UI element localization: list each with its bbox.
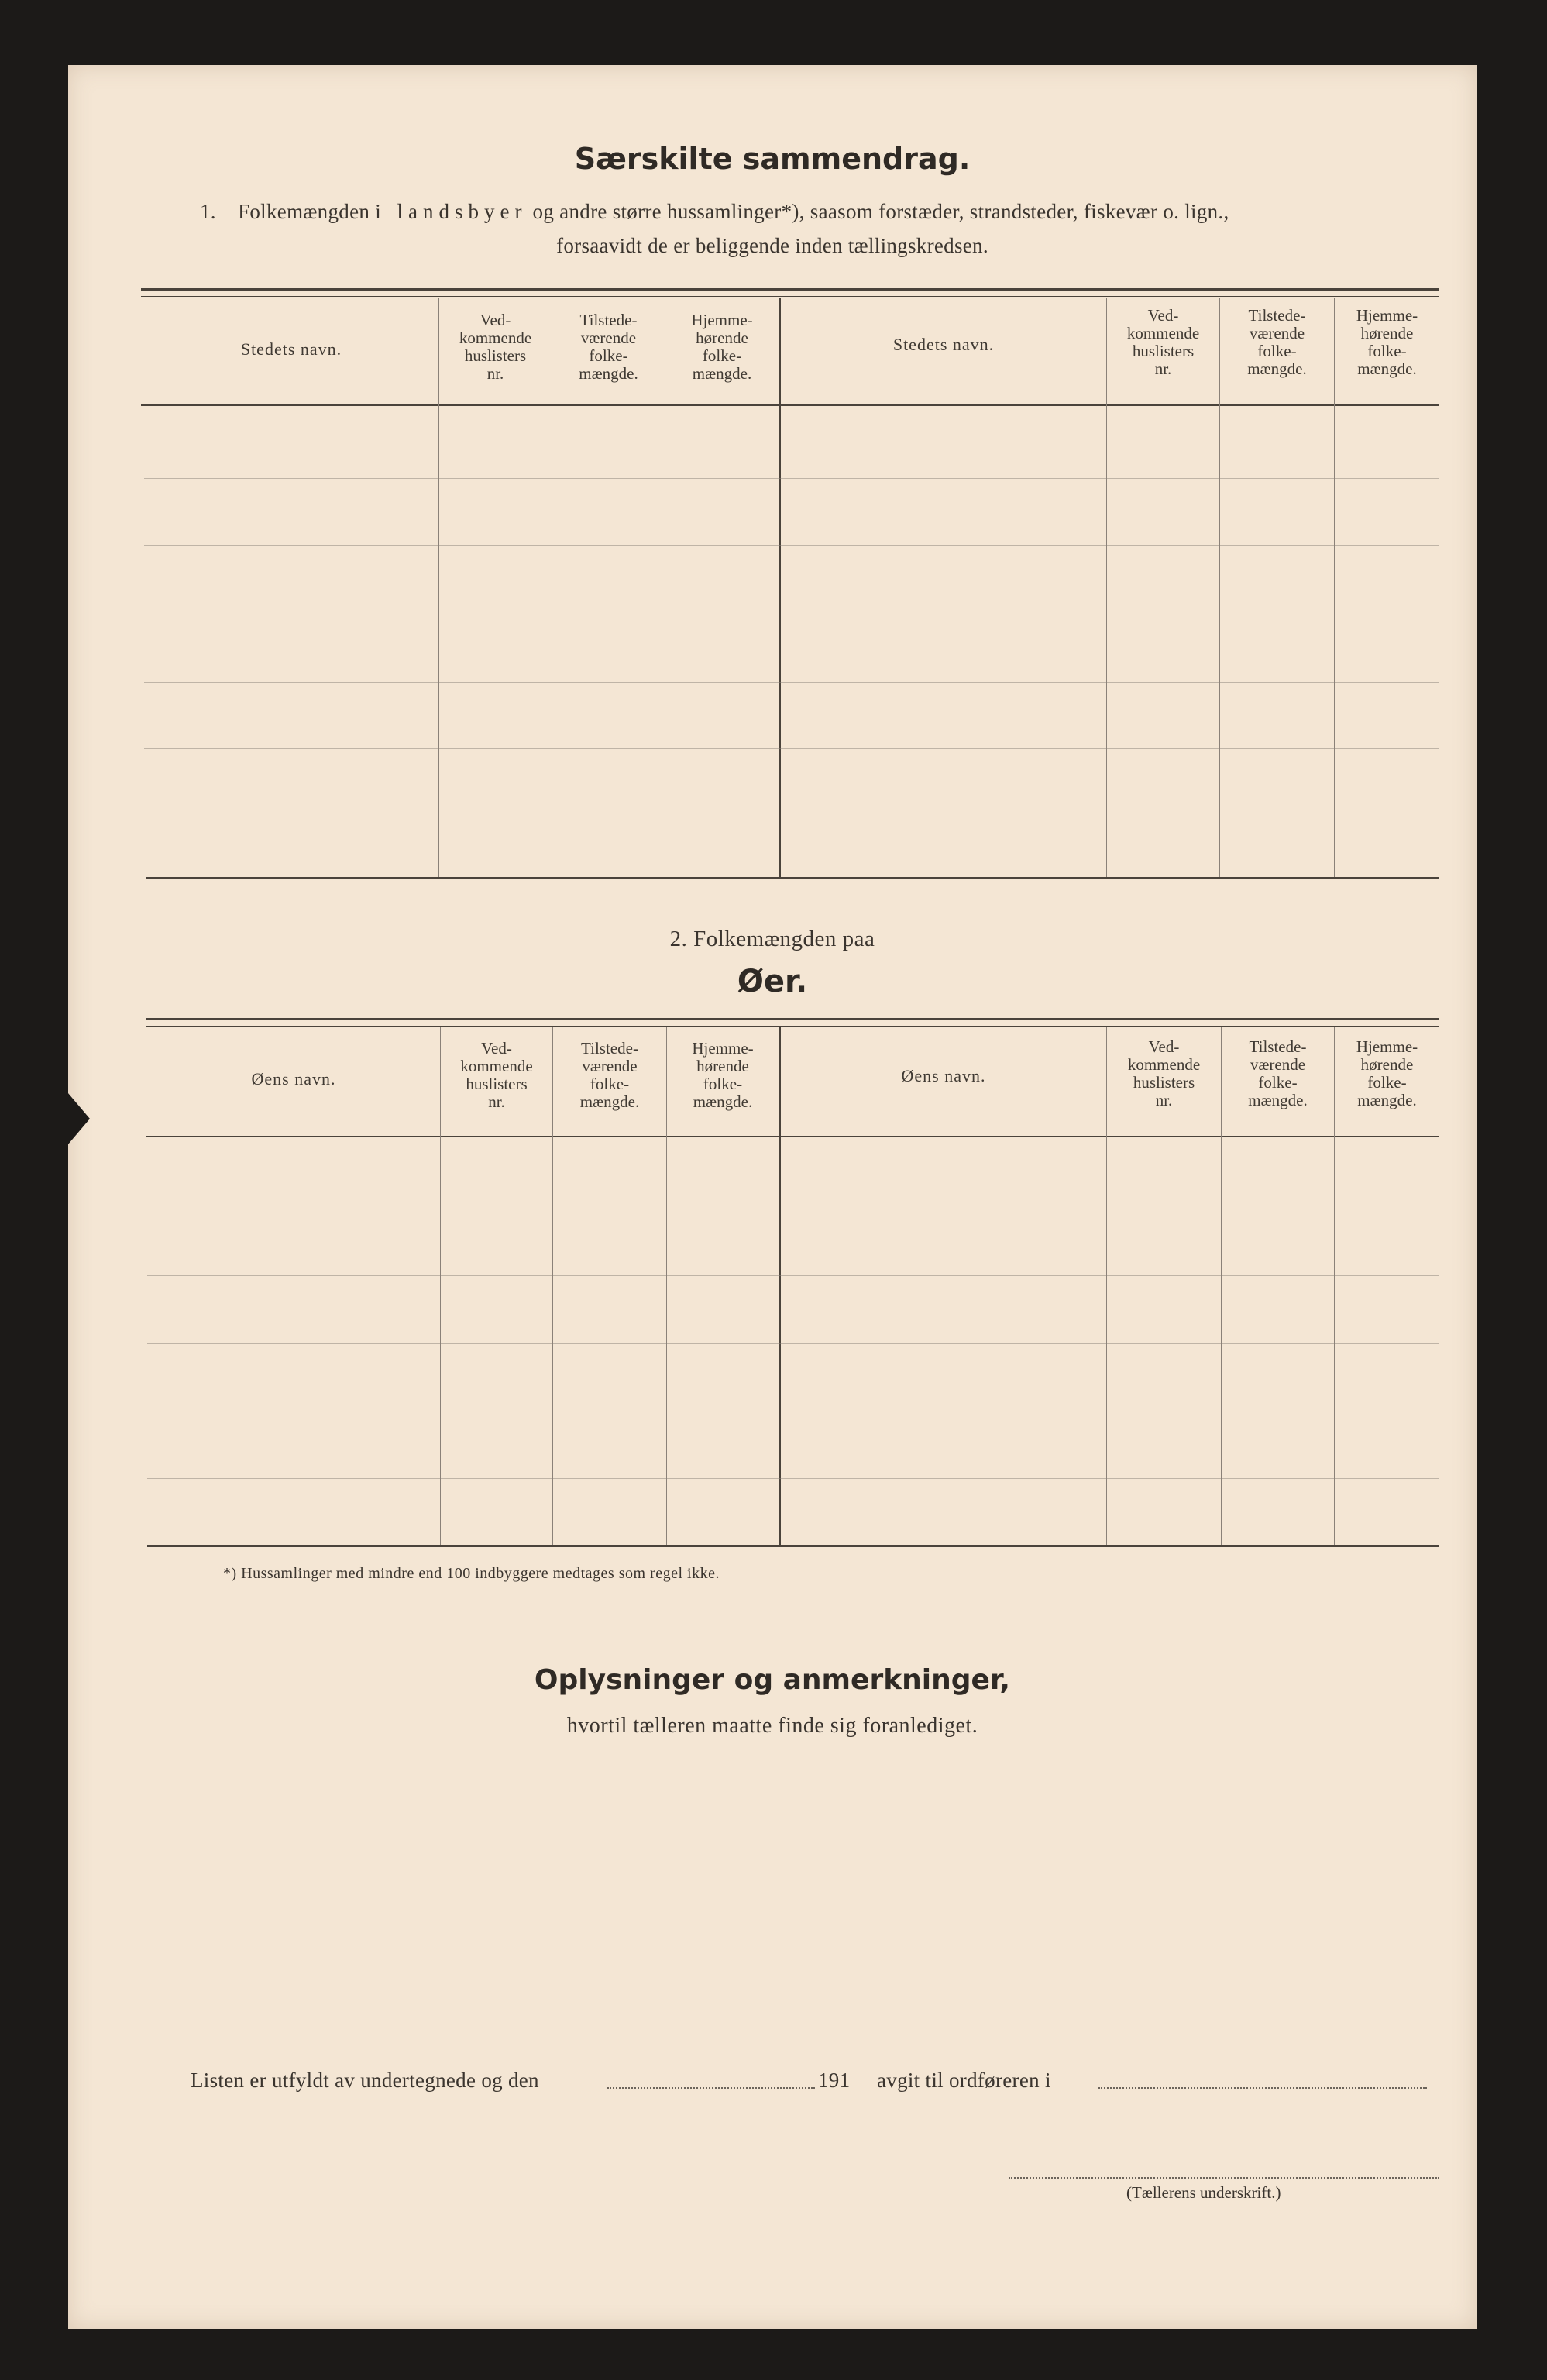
header-line: huslisters [1133, 1073, 1195, 1092]
header-line: mængde. [1357, 1091, 1417, 1109]
table1-col-divider [438, 298, 439, 877]
header-line: folke- [589, 346, 628, 365]
header-line: folke- [1258, 1073, 1298, 1092]
year-prefix: 191 [818, 2069, 851, 2092]
table2-row-line [147, 1478, 1439, 1479]
table1-col-divider [1219, 298, 1220, 877]
intro-number: 1. [200, 200, 216, 223]
header-line: Tilstede- [579, 311, 638, 329]
table1-col-divider [1334, 298, 1335, 877]
municipality-field[interactable] [1098, 2087, 1427, 2089]
header-line: Ved- [481, 1039, 512, 1058]
table1-row-line [144, 478, 1439, 479]
intro-rest: og andre større hussamlinger*), saasom forstæder, strandsteder, fiskevær o. lign., [532, 200, 1229, 223]
header-line: Hjemme- [1356, 1037, 1418, 1056]
table1-top-rule [141, 288, 1439, 291]
header-list-number [439, 311, 552, 383]
header-line: værende [1250, 1055, 1306, 1074]
table1-bottom-rule [146, 877, 1439, 879]
header-line: kommende [1126, 324, 1200, 342]
date-field[interactable] [607, 2087, 815, 2089]
table1-row-line [144, 748, 1439, 749]
section2-number-line: 2. Folkemængden paa [669, 927, 875, 951]
islands-title: Øer. [737, 964, 808, 999]
header-line: Ved- [480, 311, 511, 329]
header-line: værende [1249, 324, 1305, 342]
header-line: folke- [703, 1075, 743, 1093]
signature-field[interactable] [1009, 2177, 1439, 2179]
header-present-population [552, 311, 665, 383]
table2-top-rule-thin [146, 1026, 1439, 1027]
submitted-to-text: avgit til ordføreren i [877, 2069, 1051, 2092]
header-line: kommende [459, 328, 532, 347]
header-line: mængde. [692, 364, 752, 383]
header-line: huslisters [1132, 342, 1195, 360]
header-line: nr. [1154, 359, 1172, 378]
header-line: kommende [460, 1057, 533, 1075]
header-island-name: Øens navn. [251, 1069, 336, 1089]
table1-row-line [144, 682, 1439, 683]
header-resident-population [665, 311, 779, 383]
header-line: Tilstede- [1249, 1037, 1307, 1056]
header-line: hørende [696, 1057, 749, 1075]
footnote: *) Hussamlinger med mindre end 100 indbyggere medtages som regel ikke. [223, 1565, 720, 1582]
header-line: folke- [1367, 1073, 1407, 1092]
header-line: værende [580, 328, 637, 347]
header-line: mængde. [1357, 359, 1417, 378]
header-list-number [441, 1040, 552, 1111]
header-list-number [1107, 1038, 1221, 1109]
header-line: mængde. [579, 1092, 640, 1111]
header-list-number [1107, 307, 1219, 378]
table1-col-divider [1106, 298, 1107, 877]
header-line: folke- [1257, 342, 1297, 360]
header-line: hørende [1360, 324, 1414, 342]
header-line: nr. [488, 1092, 505, 1111]
section1-intro-line2: forsaavidt de er beliggende inden tællingskredsen. [556, 234, 988, 257]
table1-top-rule-thin [141, 296, 1439, 297]
intro-start: Folkemængden [238, 200, 370, 223]
header-line: folke- [1367, 342, 1407, 360]
header-place-name: Stedets navn. [240, 339, 342, 359]
remarks-subtitle: hvortil tælleren maatte finde sig foranlediget. [566, 1714, 978, 1738]
table2-row-line [147, 1275, 1439, 1276]
header-line: folke- [702, 346, 742, 365]
header-line: mængde. [693, 1092, 753, 1111]
header-line: mængde. [579, 364, 638, 383]
page-notch [64, 1088, 90, 1150]
header-line: hørende [696, 328, 748, 347]
header-line: Hjemme- [1356, 306, 1418, 325]
header-present-population [1222, 1038, 1334, 1109]
header-line: nr. [1155, 1091, 1173, 1109]
table2-center-divider [779, 1027, 781, 1545]
header-island-name: Øens navn. [901, 1066, 986, 1085]
header-line: kommende [1127, 1055, 1201, 1074]
remarks-title: Oplysninger og anmerkninger, [534, 1664, 1011, 1696]
header-line: Ved- [1147, 306, 1179, 325]
header-line: hørende [1360, 1055, 1414, 1074]
summary-title: Særskilte sammendrag. [574, 142, 971, 176]
header-present-population [1220, 307, 1334, 378]
header-line: huslisters [464, 346, 527, 365]
section1-intro [200, 200, 1470, 224]
header-line: mængde. [1247, 359, 1307, 378]
header-resident-population [1335, 307, 1439, 378]
table2-bottom-rule [147, 1545, 1439, 1547]
table2-row-line [147, 1343, 1439, 1344]
header-line: Hjemme- [691, 311, 753, 329]
completed-by-text: Listen er utfyldt av undertegnede og den [191, 2069, 539, 2092]
header-line: Tilstede- [581, 1039, 638, 1058]
signature-label: (Tællerens underskrift.) [1126, 2183, 1281, 2202]
table1-center-divider [779, 298, 781, 877]
header-resident-population [1335, 1038, 1439, 1109]
table1-row-line [144, 545, 1439, 546]
header-line: værende [582, 1057, 638, 1075]
header-line: Tilstede- [1248, 306, 1306, 325]
header-place-name: Stedets navn. [892, 335, 995, 354]
header-line: Hjemme- [692, 1039, 754, 1058]
header-resident-population [667, 1040, 779, 1111]
header-line: nr. [486, 364, 504, 383]
header-line: folke- [590, 1075, 630, 1093]
header-line: mængde. [1248, 1091, 1308, 1109]
header-line: Ved- [1148, 1037, 1180, 1056]
header-present-population [553, 1040, 666, 1111]
header-line: huslisters [466, 1075, 528, 1093]
intro-spaced: i landsbyer [375, 200, 528, 223]
table1-header-rule [141, 404, 1439, 406]
table2-header-rule [146, 1136, 1439, 1137]
table2-top-rule [146, 1018, 1439, 1020]
